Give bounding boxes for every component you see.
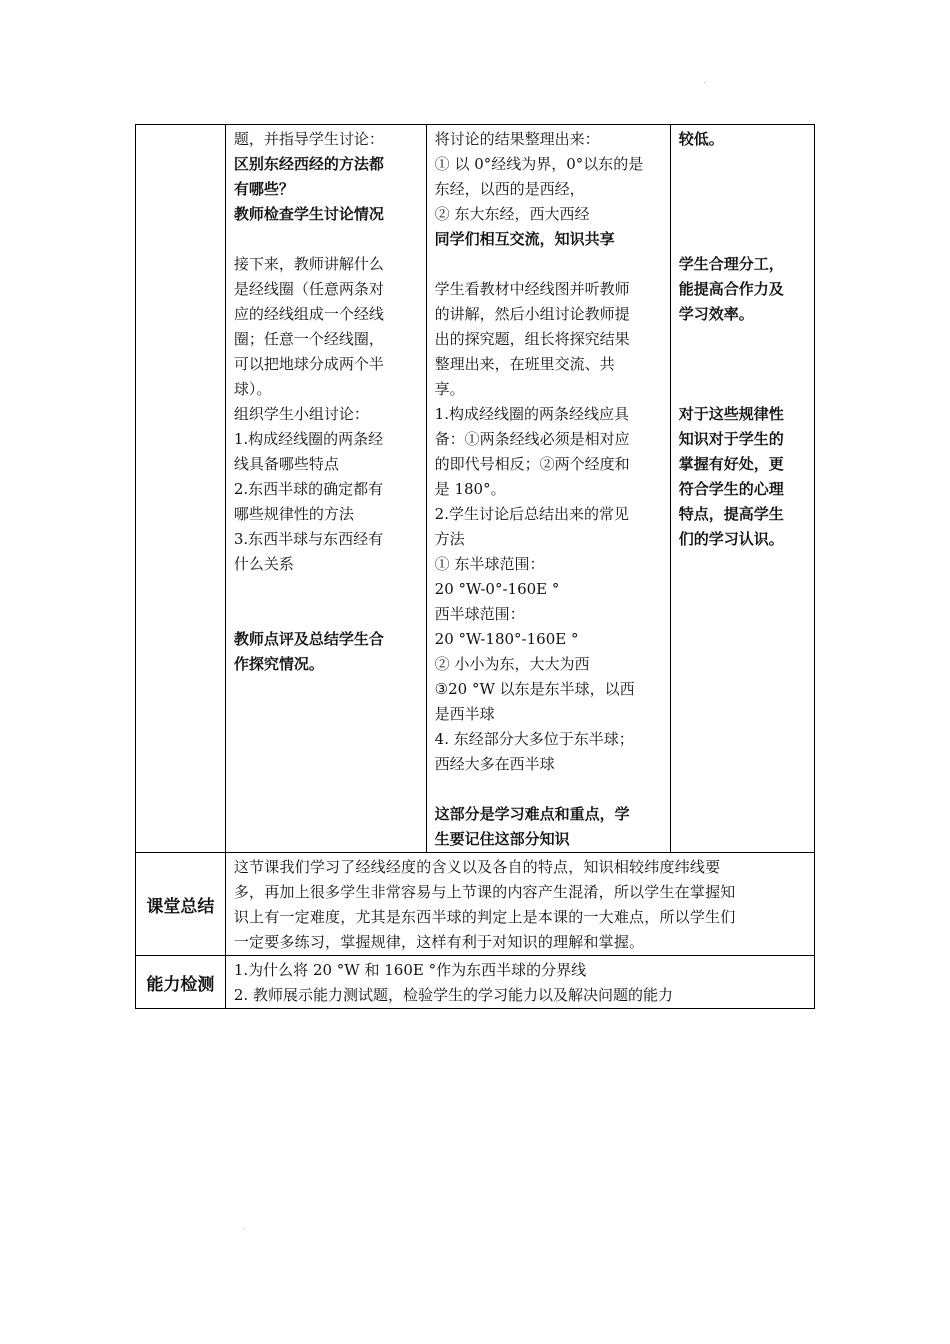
student-activity-cell — [426, 125, 670, 853]
col4-line: 特点，提高学生 — [678, 505, 784, 523]
col2-line: 组织学生小组讨论： — [233, 405, 369, 423]
col2-line: 3.东西半球与东西经有 — [233, 530, 384, 548]
col3-line: 2.学生讨论后总结出来的常见 — [434, 505, 629, 523]
test-line: 2. 教师展示能力测试题，检验学生的学习能力以及解决问题的能力 — [233, 986, 673, 1004]
col4-line: 符合学生的心理 — [678, 480, 784, 498]
col4-line — [679, 177, 806, 202]
col2-line: 线具备哪些特点 — [233, 455, 339, 473]
col2-line — [234, 577, 418, 602]
col3-line: 是 180°。 — [434, 480, 506, 498]
col3-line: ③20 °W 以东是东半球，以西 — [434, 680, 635, 698]
col3-line: ① 东半球范围： — [434, 555, 545, 573]
col4-line — [679, 227, 806, 252]
col3-line: ② 小小为东，大大为西 — [434, 655, 590, 673]
summary-line: 识上有一定难度，尤其是东西半球的判定上是本课的一大难点，所以学生们 — [233, 908, 736, 926]
col2-line: 有哪些？ — [233, 180, 294, 198]
col2-line: 区别东经西经的方法都 — [233, 155, 384, 173]
col3-line: ② 东大东经，西大西经 — [434, 205, 590, 223]
col3-line: 备：①两条经线必须是相对应 — [434, 430, 630, 448]
test-line: 1.为什么将 20 °W 和 160E °作为东西半球的分界线 — [233, 961, 587, 979]
summary-text-cell — [225, 853, 814, 956]
summary-line: 多，再加上很多学生非常容易与上节课的内容产生混淆，所以学生在掌握知 — [233, 883, 736, 901]
col3-line: 的即代号相反；②两个经度和 — [434, 455, 630, 473]
summary-line: 一定要多练习，掌握规律，这样有利于对知识的理解和掌握。 — [233, 933, 645, 951]
footer-dot: . — [243, 1222, 246, 1231]
col3-line: 这部分是学习难点和重点，学 — [434, 805, 630, 823]
test-row — [136, 956, 815, 1009]
col2-line: 球）。 — [233, 380, 272, 398]
col2-line: 接下来，教师讲解什么 — [233, 255, 384, 273]
summary-line: 这节课我们学习了经线经度的含义以及各自的特点，知识相较纬度纬线要 — [233, 858, 721, 876]
col2-line: 教师点评及总结学生合 — [233, 630, 384, 648]
col4-line: 对于这些规律性 — [678, 405, 784, 423]
col2-line: 是经线圈（任意两条对 — [233, 280, 384, 298]
col3-line: 整理出来，在班里交流、共 — [434, 355, 615, 373]
col4-line: 较低。 — [678, 130, 724, 148]
header-dot: . — [703, 76, 706, 85]
teacher-activity-cell — [225, 125, 426, 853]
col3-line: 的讲解，然后小组讨论教师提 — [434, 305, 630, 323]
row-label-empty — [136, 125, 226, 853]
col4-line — [679, 202, 806, 227]
col4-line: 学习效率。 — [678, 305, 754, 323]
col2-line — [234, 227, 418, 252]
col3-line: 东经，以西的是西经， — [434, 180, 585, 198]
col3-line: 1.构成经线圈的两条经线应具 — [434, 405, 629, 423]
col2-line: 应的经线组成一个经线 — [233, 305, 384, 323]
col2-line: 教师检查学生讨论情况 — [233, 205, 384, 223]
col2-line: 可以把地球分成两个半 — [233, 355, 384, 373]
col3-line: 生要记住这部分知识 — [434, 830, 570, 848]
col2-line: 2.东西半球的确定都有 — [233, 480, 384, 498]
summary-label: 课堂总结 — [136, 853, 226, 956]
col4-line — [679, 352, 806, 377]
col3-line: 西半球范围： — [434, 605, 525, 623]
col4-line — [679, 327, 806, 352]
col4-line: 们的学习认识。 — [678, 530, 784, 548]
col2-line — [234, 602, 418, 627]
design-intent-cell — [670, 125, 814, 853]
col3-line: 学生看教材中经线图并听教师 — [434, 280, 630, 298]
col3-line: 方法 — [434, 530, 465, 548]
col4-line: 知识对于学生的 — [678, 430, 784, 448]
col4-line: 能提高合作力及 — [678, 280, 784, 298]
col4-line — [679, 377, 806, 402]
col3-line: 西经大多在西半球 — [434, 755, 555, 773]
col3-line — [435, 252, 662, 277]
col2-line: 作探究情况。 — [233, 655, 324, 673]
test-label: 能力检测 — [136, 956, 226, 1009]
test-text-cell — [225, 956, 814, 1009]
col2-line: 哪些规律性的方法 — [233, 505, 354, 523]
lesson-plan-table — [135, 124, 815, 1009]
col4-line: 学生合理分工， — [678, 255, 784, 273]
col3-line: 同学们相互交流，知识共享 — [434, 230, 615, 248]
col3-line: 20 °W-0°-160E ° — [434, 580, 560, 598]
col3-line: 享。 — [434, 380, 465, 398]
col3-line: 20 °W-180°-160E ° — [434, 630, 579, 648]
col2-line: 什么关系 — [233, 555, 294, 573]
col2-line: 圈；任意一个经线圈， — [233, 330, 384, 348]
col3-line: ① 以 0°经线为界，0°以东的是 — [434, 155, 644, 173]
activity-row — [136, 125, 815, 853]
col4-line: 掌握有好处，更 — [678, 455, 784, 473]
summary-row — [136, 853, 815, 956]
col3-line: 是西半球 — [434, 705, 495, 723]
col4-line — [679, 152, 806, 177]
col3-line: 将讨论的结果整理出来： — [434, 130, 600, 148]
col3-line: 出的探究题，组长将探究结果 — [434, 330, 630, 348]
col3-line: 4. 东经部分大多位于东半球； — [434, 730, 634, 748]
col3-line — [435, 777, 662, 802]
col2-line: 题，并指导学生讨论： — [233, 130, 384, 148]
col2-line: 1.构成经线圈的两条经 — [233, 430, 384, 448]
